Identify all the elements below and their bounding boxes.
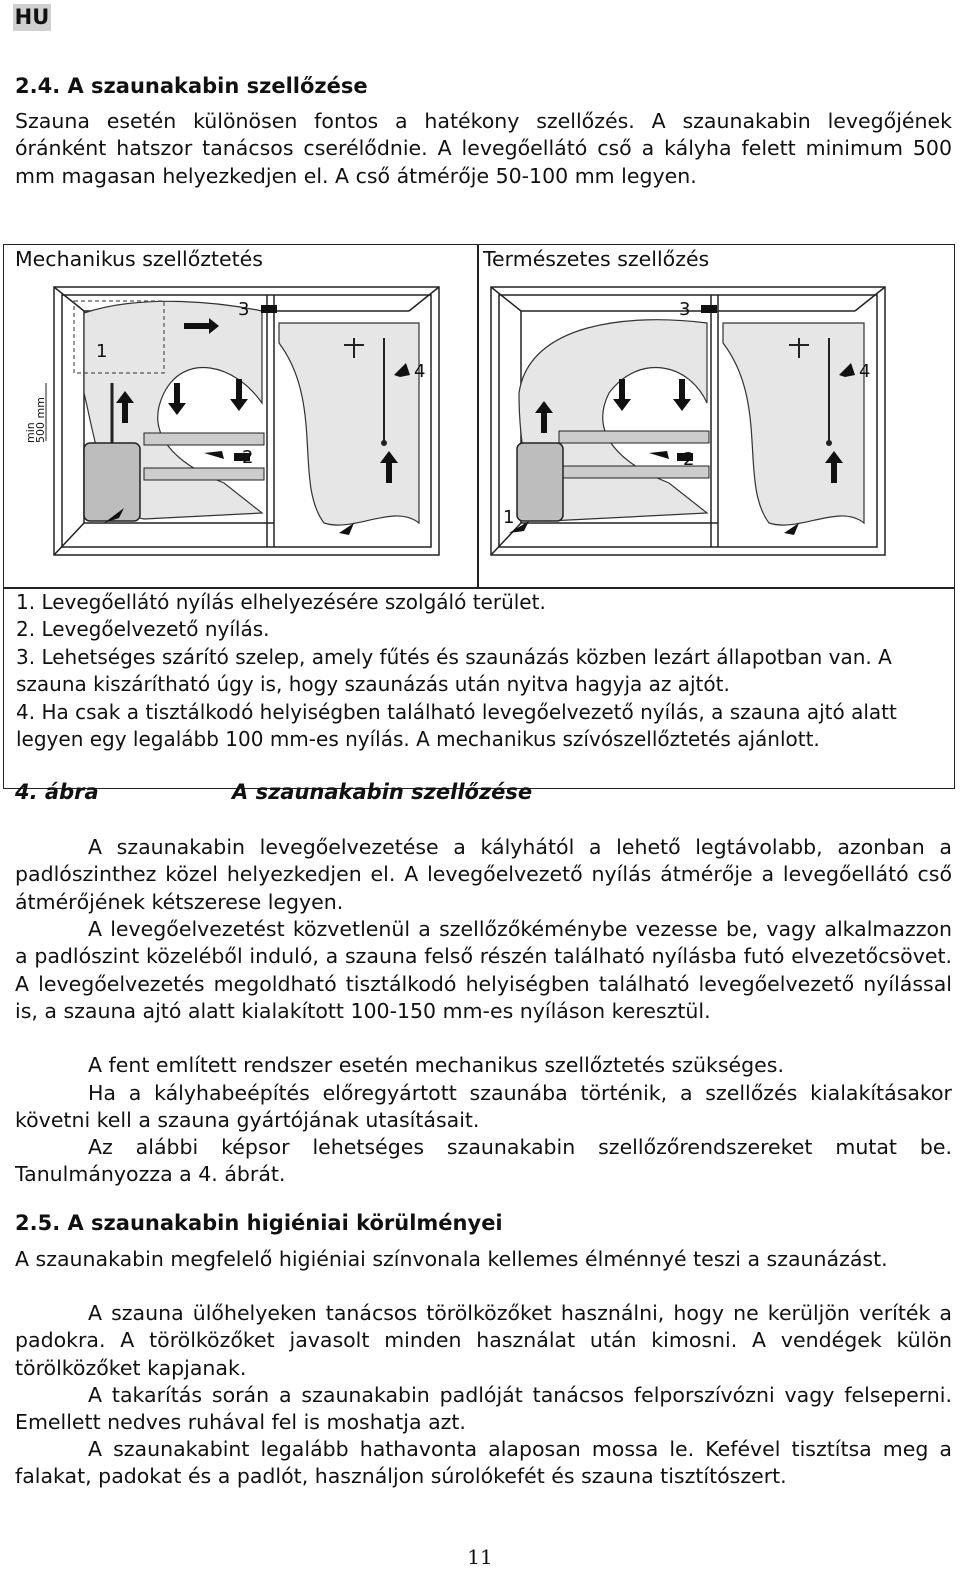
marker-4-left: 4 xyxy=(414,361,426,382)
mechanical-ventilation-diagram xyxy=(24,283,444,558)
figure-column-divider xyxy=(477,245,479,587)
section-heading-2-4: 2.4. A szaunakabin szellőzése xyxy=(15,74,368,98)
figure-legend xyxy=(16,589,946,753)
legend-item-2: 2. Levegőelvezető nyílás. xyxy=(16,617,270,642)
marker-2-left: 2 xyxy=(242,447,254,468)
caption-title: A szaunakabin szellőzése xyxy=(232,780,533,804)
intro-paragraph: Szauna esetén különösen fontos a hatékony szellőzés. A szaunakabin levegőjének óránként hatszor tanácsos cserélődnie. A levegőellátó cső a kályha felett minimum 500 mm magasan helyezkedjen el. A cső átmérője 50-100 mm legyen. xyxy=(15,109,952,188)
hygiene-paragraph-2: A szauna ülőhelyeken tanácsos törölközőket használni, hogy ne kerüljön veríték a padokra. A törölközőket javasolt minden használat után kimosni. A vendégek külön törölközőket kapjanak. xyxy=(15,1301,952,1380)
hygiene-paragraph-1: A szaunakabin megfelelő higiéniai színvonala kellemes élménnyé teszi a szaunázást. xyxy=(15,1247,888,1271)
marker-1-left: 1 xyxy=(96,341,108,362)
natural-ventilation-title: Természetes szellőzés xyxy=(483,247,710,271)
language-badge: HU xyxy=(14,5,50,29)
min-label: min xyxy=(24,422,37,443)
body-paragraph-1: A szaunakabin levegőelvezetése a kályhától a lehető legtávolabb, azonban a padlószinthez közel helyezkedjen el. A levegőelvezető nyílás átmérője a levegőellátó cső átmérőjének kétszerese legyen. xyxy=(15,835,952,914)
body-paragraph-4: Ha a kályhabeépítés előregyártott szaunába történik, a szellőzés kialakításakor követni kell a szauna gyártójának utasításait. xyxy=(15,1081,952,1133)
marker-3-left: 3 xyxy=(238,299,250,320)
hygiene-paragraph-3: A takarítás során a szaunakabin padlóját tanácsos felporszívózni vagy felseperni. Emellett nedves ruhával fel is moshatja azt. xyxy=(15,1383,952,1435)
figure-caption xyxy=(15,780,533,804)
marker-1-right: 1 xyxy=(503,507,515,528)
marker-2-right: 2 xyxy=(683,449,695,470)
body-paragraph-3: A fent említett rendszer esetén mechanikus szellőztetés szükséges. xyxy=(88,1053,784,1077)
ventilation-figure xyxy=(3,244,955,789)
section-heading-2-5: 2.5. A szaunakabin higiéniai körülményei xyxy=(15,1211,503,1235)
marker-4-right: 4 xyxy=(859,361,871,382)
mechanical-ventilation-title: Mechanikus szellőztetés xyxy=(15,247,263,271)
legend-item-1: 1. Levegőellátó nyílás elhelyezésére szolgáló terület. xyxy=(16,590,546,614)
marker-3-right: 3 xyxy=(679,299,691,320)
body-paragraph-5: Az alábbi képsor lehetséges szaunakabin szellőzőrendszereket mutat be. Tanulmányozza a 4. ábrát. xyxy=(15,1135,952,1187)
natural-ventilation-diagram xyxy=(489,283,889,558)
caption-number: 4. ábra xyxy=(15,780,99,804)
legend-item-3: 3. Lehetséges szárító szelep, amely fűtés és szaunázás közben lezárt állapotban van. A szauna kiszárítható úgy is, hogy szaunázás után nyitva hagyja az ajtót. xyxy=(16,644,892,697)
hygiene-paragraph-4: A szaunakabint legalább hathavonta alaposan mossa le. Kefével tisztítsa meg a falakat, padokat és a padlót, használjon súrolókefét és szauna tisztítószert. xyxy=(15,1437,952,1489)
body-paragraph-2: A levegőelvezetést közvetlenül a szellőzőkéménybe vezesse be, vagy alkalmazzon a padlószint közeléből induló, a szauna felső részén található nyílásba futó elvezetőcsövet. A levegőelvezetés megoldható tisztálkodó helyiségben található levegőelvezető nyílással is, a szauna ajtó alatt kialakított 100-150 mm-es nyíláson keresztül. xyxy=(15,917,952,1024)
page-number: 11 xyxy=(467,1545,493,1569)
500mm-label: 500 mm xyxy=(34,397,47,443)
legend-item-4: 4. Ha csak a tisztálkodó helyiségben található levegőelvezető nyílás, a szauna ajtó alatt legyen egy legalább 100 mm-es nyílás. A mechanikus szívószellőztetés ajánlott. xyxy=(16,699,897,752)
